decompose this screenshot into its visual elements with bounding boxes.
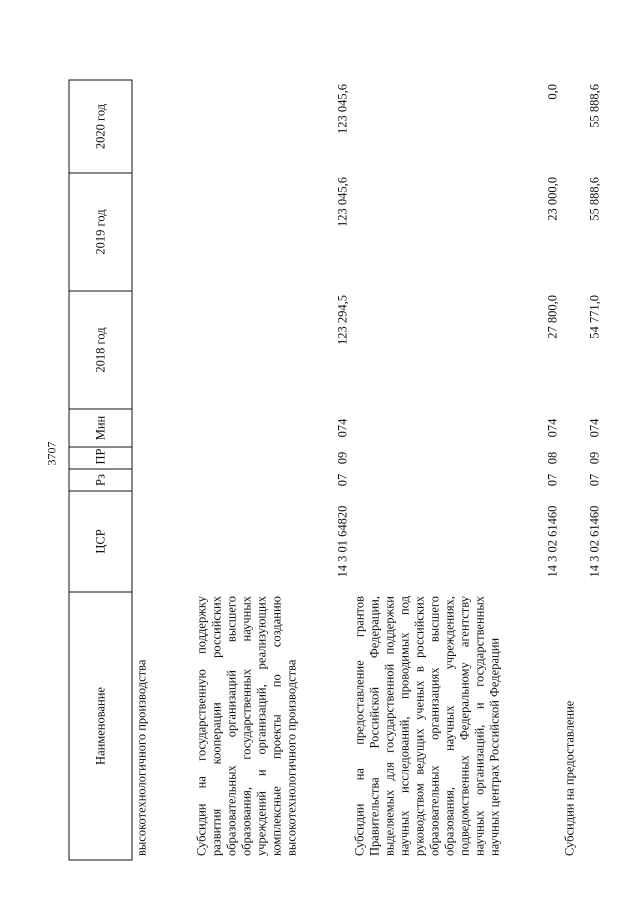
row-csr: 14 3 02 61460 xyxy=(545,505,559,577)
row-name-text: Субсидии на предоставление грантов Правительства Российской Федерации, выделяемых для государственной поддержки научных исследований, проводимых под руководством ведущих ученых в российских образовательных организациях высшего образования, научных учреждениях, подведомственных Федеральному агентству научных организаций, и государственных научных центрах Российской Федерации xyxy=(352,595,501,856)
row-pr: 09 xyxy=(335,451,349,464)
row-csr xyxy=(132,491,193,592)
header-csr: ЦСР xyxy=(69,491,132,592)
header-name: Наименование xyxy=(69,592,132,860)
row-rz: 07 xyxy=(545,473,559,486)
row-2020: 0,0 xyxy=(545,83,559,100)
header-2018: 2018 год xyxy=(69,291,132,409)
row-name xyxy=(350,592,560,860)
header-rz: Рз xyxy=(69,469,132,491)
row-2019 xyxy=(132,173,193,291)
header-2019: 2019 год xyxy=(69,173,132,291)
table-row xyxy=(350,80,560,860)
row-2018: 27 800,0 xyxy=(545,294,559,339)
row-pr: 08 xyxy=(545,451,559,464)
header-pr: ПР xyxy=(69,447,132,469)
table-row xyxy=(132,80,193,860)
table-row xyxy=(192,80,350,860)
rotated-page-content xyxy=(68,80,613,860)
row-rz: 07 xyxy=(587,473,601,486)
row-name xyxy=(560,592,602,860)
row-name-text: Субсидии на государственную поддержку развития кооперации российских образовательных организаций высшего образования, государственных научных учреждений и организаций, реализующих комплексные проекты по созданию высокотехнологичного производства xyxy=(194,595,298,856)
row-2020: 123 045,6 xyxy=(335,83,349,134)
row-name-text: высокотехнологичного производства xyxy=(134,659,148,856)
row-2019: 123 045,6 xyxy=(335,176,349,227)
row-2020 xyxy=(132,80,193,173)
row-csr: 14 3 01 64820 xyxy=(335,505,349,577)
row-pr: 09 xyxy=(587,451,601,464)
row-min: 074 xyxy=(545,418,559,437)
row-2018: 54 771,0 xyxy=(587,294,601,339)
row-csr: 14 3 02 61460 xyxy=(587,505,601,577)
row-2018 xyxy=(132,291,193,409)
row-pr xyxy=(132,447,193,469)
page-number: 3707 xyxy=(44,441,59,466)
row-name xyxy=(132,592,193,860)
row-min: 074 xyxy=(335,418,349,437)
budget-table xyxy=(68,79,602,860)
header-2020: 2020 год xyxy=(69,80,132,173)
row-min: 074 xyxy=(587,418,601,437)
row-2018: 123 294,5 xyxy=(335,294,349,345)
row-name xyxy=(192,592,350,860)
header-min: Мин xyxy=(69,409,132,447)
table-header xyxy=(69,80,132,860)
row-min xyxy=(132,409,193,447)
row-name-text: Субсидии на предоставление xyxy=(562,700,576,856)
table-body xyxy=(132,80,603,860)
row-2020: 55 888,6 xyxy=(587,83,601,128)
table-row xyxy=(560,80,602,860)
row-rz: 07 xyxy=(335,473,349,486)
row-2019: 55 888,6 xyxy=(587,176,601,221)
row-rz xyxy=(132,469,193,491)
row-2019: 23 000,0 xyxy=(545,176,559,221)
